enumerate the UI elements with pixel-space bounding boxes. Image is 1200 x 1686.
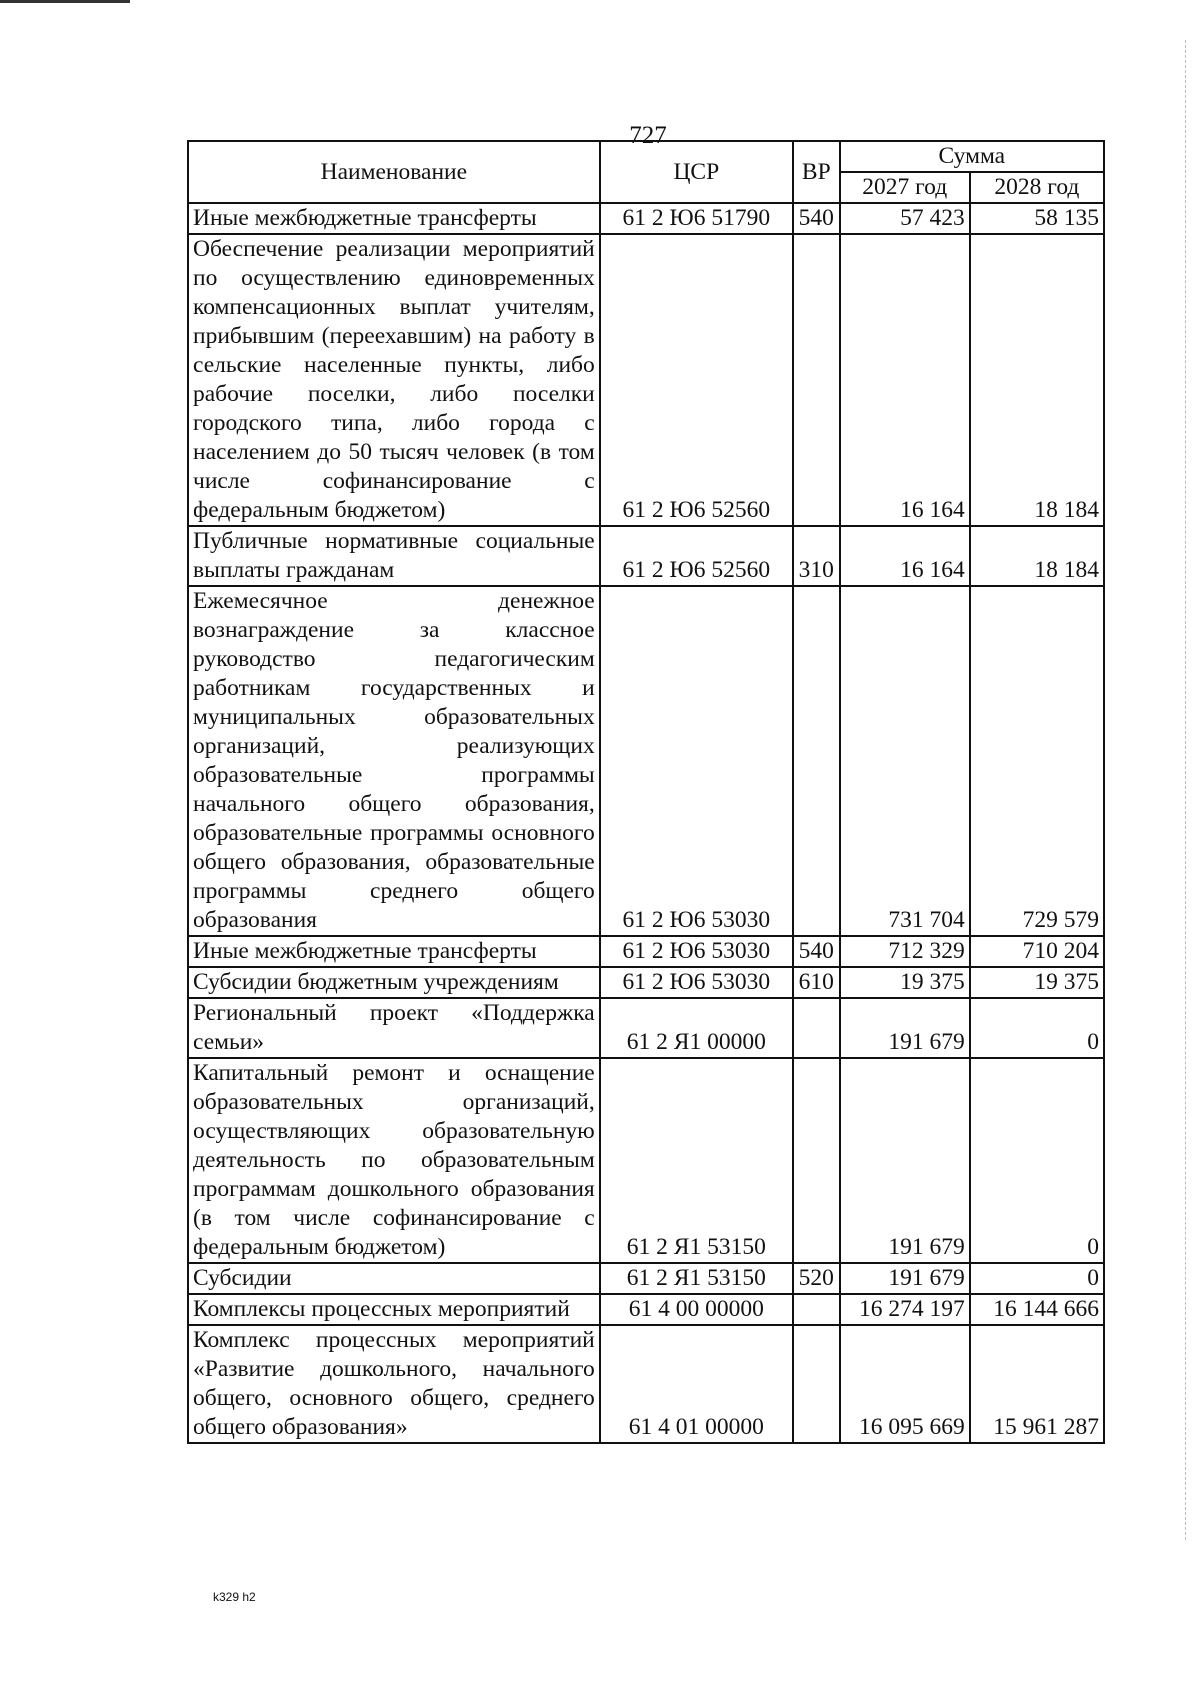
table-row (188, 1294, 1104, 1325)
row-amount-2027: 191 679 (840, 1058, 970, 1263)
row-name: Комплексы процессных мероприятий (188, 1294, 600, 1325)
row-csr: 61 2 Ю6 52560 (600, 526, 793, 586)
row-csr: 61 2 Я1 00000 (600, 998, 793, 1058)
row-name: Субсидии бюджетным учреждениям (188, 967, 600, 998)
table-body (188, 203, 1104, 1443)
header-year-2027: 2027 год (840, 172, 970, 203)
row-name: Ежемесячное денежное вознаграждение за классное руководство педагогическим работникам государственных и муниципальных образовательных организаций, реализующих образовательные программы начального общего образования, образовательные программы основного общего образования, образовательные программы среднего общего образования (188, 586, 600, 936)
row-vr (793, 1325, 840, 1443)
row-amount-2027: 16 164 (840, 526, 970, 586)
row-amount-2027: 731 704 (840, 586, 970, 936)
row-csr: 61 4 00 00000 (600, 1294, 793, 1325)
row-name: Субсидии (188, 1263, 600, 1294)
row-amount-2027: 16 164 (840, 234, 970, 526)
row-vr (793, 234, 840, 526)
page-number: 727 (629, 122, 667, 149)
header-sum: Сумма (840, 141, 1104, 172)
row-amount-2028: 16 144 666 (970, 1294, 1104, 1325)
row-amount-2028: 18 184 (970, 526, 1104, 586)
row-amount-2028: 15 961 287 (970, 1325, 1104, 1443)
table-row (188, 967, 1104, 998)
row-amount-2028: 19 375 (970, 967, 1104, 998)
row-csr: 61 2 Я1 53150 (600, 1058, 793, 1263)
row-amount-2028: 0 (970, 1058, 1104, 1263)
header-vr: ВР (793, 141, 840, 203)
row-csr: 61 2 Ю6 51790 (600, 203, 793, 234)
header-name: Наименование (188, 141, 600, 203)
row-vr (793, 1058, 840, 1263)
row-csr: 61 4 01 00000 (600, 1325, 793, 1443)
row-vr: 540 (793, 203, 840, 234)
row-amount-2028: 0 (970, 998, 1104, 1058)
row-amount-2027: 16 095 669 (840, 1325, 970, 1443)
table-row (188, 526, 1104, 586)
row-name: Иные межбюджетные трансферты (188, 203, 600, 234)
row-csr: 61 2 Ю6 53030 (600, 586, 793, 936)
table-row (188, 586, 1104, 936)
row-vr: 610 (793, 967, 840, 998)
table-row (188, 234, 1104, 526)
header-year-2028: 2028 год (970, 172, 1104, 203)
row-amount-2027: 712 329 (840, 936, 970, 967)
row-name: Капитальный ремонт и оснащение образовательных организаций, осуществляющих образовательную деятельность по образовательным программам дошкольного образования (в том числе софинансирование с федеральным бюджетом) (188, 1058, 600, 1263)
row-name: Обеспечение реализации мероприятий по осуществлению единовременных компенсационных выплат учителям, прибывшим (переехавшим) на работу в сельские населенные пункты, либо рабочие поселки, либо поселки городского типа, либо города с населением до 50 тысяч человек (в том числе софинансирование с федеральным бюджетом) (188, 234, 600, 526)
row-name: Региональный проект «Поддержка семьи» (188, 998, 600, 1058)
row-amount-2028: 710 204 (970, 936, 1104, 967)
row-csr: 61 2 Ю6 53030 (600, 936, 793, 967)
row-csr: 61 2 Я1 53150 (600, 1263, 793, 1294)
row-name: Иные межбюджетные трансферты (188, 936, 600, 967)
table-row (188, 998, 1104, 1058)
row-amount-2027: 191 679 (840, 1263, 970, 1294)
table-row (188, 1263, 1104, 1294)
row-amount-2027: 19 375 (840, 967, 970, 998)
row-amount-2028: 0 (970, 1263, 1104, 1294)
row-name: Комплекс процессных мероприятий «Развитие дошкольного, начального общего, основного общего, среднего общего образования» (188, 1325, 600, 1443)
scan-artifact-top (0, 0, 130, 3)
row-vr: 520 (793, 1263, 840, 1294)
row-amount-2028: 18 184 (970, 234, 1104, 526)
table-row (188, 1058, 1104, 1263)
footer-code: k329 h2 (213, 1590, 256, 1604)
row-vr: 540 (793, 936, 840, 967)
scan-artifact-right (1184, 40, 1186, 1540)
table-row (188, 936, 1104, 967)
header-csr: ЦСР (600, 141, 793, 203)
table-row (188, 203, 1104, 234)
row-amount-2027: 16 274 197 (840, 1294, 970, 1325)
row-csr: 61 2 Ю6 53030 (600, 967, 793, 998)
row-amount-2028: 729 579 (970, 586, 1104, 936)
budget-table (187, 140, 1105, 1444)
row-vr (793, 998, 840, 1058)
row-amount-2027: 191 679 (840, 998, 970, 1058)
row-amount-2028: 58 135 (970, 203, 1104, 234)
row-name: Публичные нормативные социальные выплаты гражданам (188, 526, 600, 586)
row-amount-2027: 57 423 (840, 203, 970, 234)
table-header (188, 141, 1104, 203)
table-row (188, 1325, 1104, 1443)
row-vr: 310 (793, 526, 840, 586)
row-csr: 61 2 Ю6 52560 (600, 234, 793, 526)
row-vr (793, 1294, 840, 1325)
row-vr (793, 586, 840, 936)
